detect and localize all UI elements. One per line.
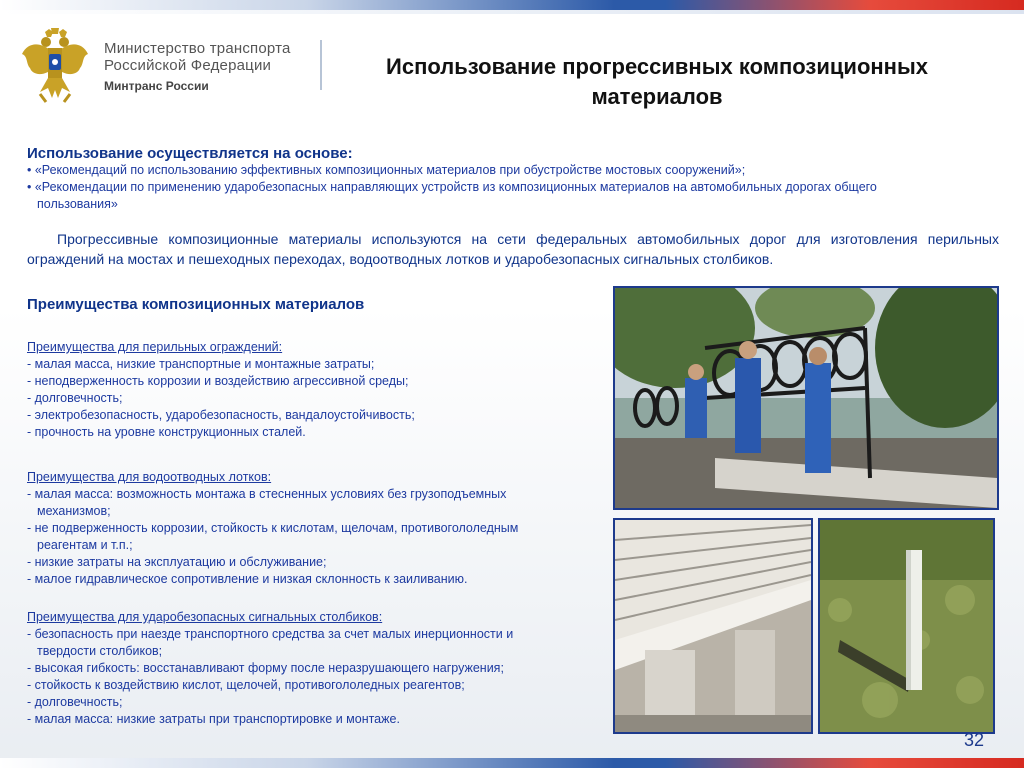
basis-bullet-continued: пользования» [37, 197, 118, 211]
railing-installation-photo [613, 286, 999, 510]
railings-item: - электробезопасность, ударобезопасность, вандалоустойчивость; [27, 408, 415, 422]
ministry-short: Минтранс России [104, 79, 209, 93]
top-stripe-shadow [0, 10, 1024, 14]
railings-item: - малая масса, низкие транспортные и монтажные затраты; [27, 357, 375, 371]
posts-subheading: Преимущества для ударобезопасных сигнальных столбиков: [27, 610, 383, 624]
signal-post-illustration [820, 520, 993, 732]
basis-bullet: • «Рекомендации по применению ударобезопасных направляющих устройств из композиционных материалов на автомобильных дорогах общего [27, 180, 877, 194]
bottom-tricolor-stripe [0, 758, 1024, 768]
trays-item: - низкие затраты на эксплуатацию и обслуживание; [27, 555, 327, 569]
railings-item: - неподверженность коррозии и воздействию агрессивной среды; [27, 374, 409, 388]
trays-item: - малая масса: возможность монтажа в стесненных условиях без грузоподъемных [27, 487, 507, 501]
page-number: 32 [964, 730, 985, 750]
ministry-line1: Министерство транспорта [104, 40, 291, 57]
header-divider [320, 40, 322, 90]
railings-item: - прочность на уровне конструкционных сталей. [27, 425, 306, 439]
trays-item: - малое гидравлическое сопротивление и низкая склонность к заиливанию. [27, 572, 468, 586]
trays-item: механизмов; [37, 504, 111, 518]
posts-item: - долговечность; [27, 695, 123, 709]
posts-item: - высокая гибкость: восстанавливают форму после неразрушающего нагружения; [27, 661, 504, 675]
railings-item: - долговечность; [27, 391, 123, 405]
basis-section [27, 145, 999, 269]
double-headed-eagle-icon [20, 28, 90, 108]
basis-heading: Использование осуществляется на основе: [27, 145, 353, 162]
top-tricolor-stripe [0, 0, 1024, 10]
trays-item: реагентам и т.п.; [37, 538, 133, 552]
signal-post-photo [818, 518, 995, 734]
ministry-logo [20, 28, 320, 108]
trays-item: - не подверженность коррозии, стойкость к кислотам, щелочам, противогололедным [27, 521, 519, 535]
intro-paragraph: Прогрессивные композиционные материалы используются на сети федеральных автомобильных дорог для изготовления перильных ограждений на мостах и пешеходных переходах, водоотводных лотков и ударобезопасных сигнальных столбиков. [27, 231, 999, 267]
posts-item: - стойкость к воздействию кислот, щелочей, противогололедных реагентов; [27, 678, 465, 692]
ministry-name [104, 40, 291, 95]
railings-subheading: Преимущества для перильных ограждений: [27, 340, 283, 354]
slide-title: Использование прогрессивных композиционных материалов [386, 54, 928, 109]
drainage-photo-illustration [615, 520, 811, 732]
advantages-heading: Преимущества композиционных материалов [27, 296, 365, 313]
trays-subheading: Преимущества для водоотводных лотков: [27, 470, 272, 484]
ministry-line2: Российской Федерации [104, 57, 272, 74]
basis-bullet: • «Рекомендаций по использованию эффективных композиционных материалов при обустройстве мостовых сооружений»; [27, 163, 746, 177]
posts-item: твердости столбиков; [37, 644, 163, 658]
drainage-trays-photo [613, 518, 813, 734]
posts-item: - малая масса: низкие затраты при транспортировке и монтаже. [27, 712, 400, 726]
posts-item: - безопасность при наезде транспортного средства за счет малых инерционности и [27, 627, 514, 641]
railing-photo-illustration [615, 288, 997, 508]
advantages-section [27, 296, 602, 728]
